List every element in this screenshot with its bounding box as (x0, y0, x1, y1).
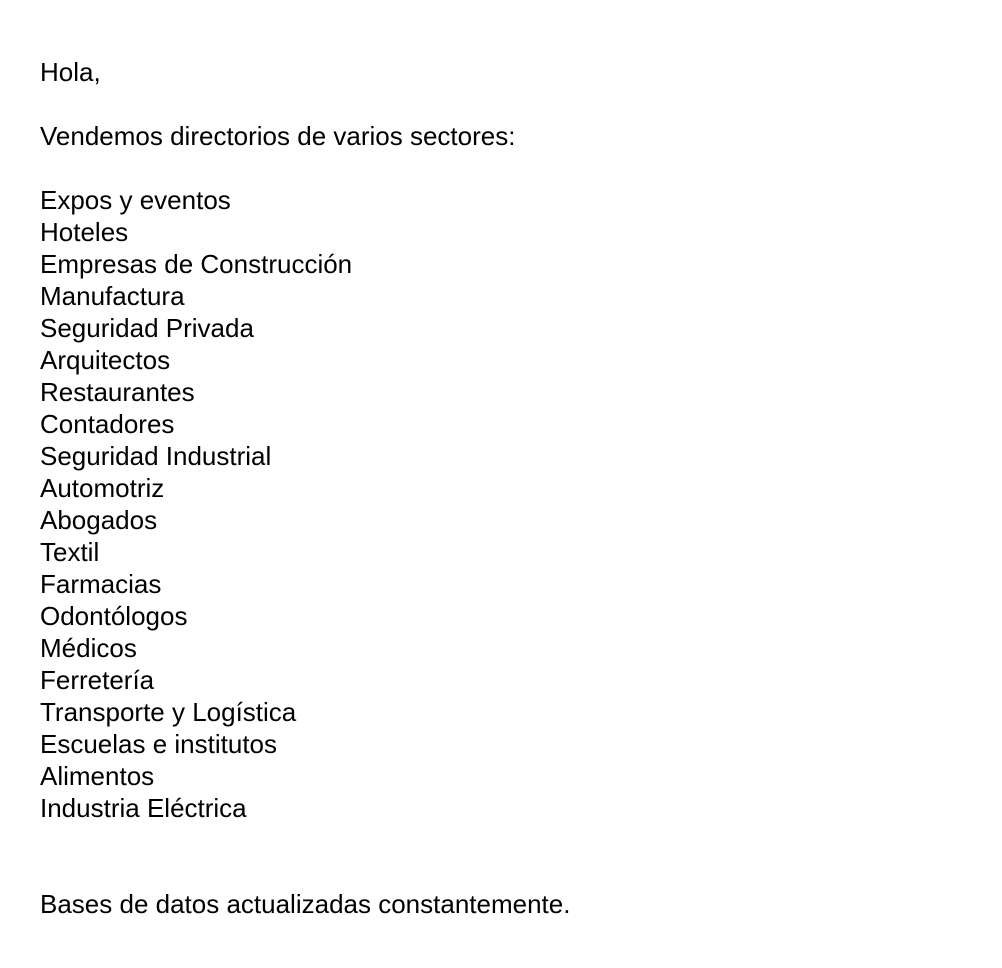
sector-item: Odontólogos (40, 601, 188, 631)
sector-item: Escuelas e institutos (40, 729, 278, 759)
sector-item: Industria Eléctrica (40, 793, 247, 823)
sector-item: Médicos (40, 633, 137, 663)
greeting-text: Hola, (40, 57, 101, 87)
email-body (40, 56, 960, 920)
sector-item: Contadores (40, 409, 175, 439)
sector-item: Textil (40, 537, 100, 567)
sector-item: Seguridad Industrial (40, 441, 272, 471)
sector-item: Farmacias (40, 569, 162, 599)
sector-item: Transporte y Logística (40, 697, 297, 727)
sector-item: Seguridad Privada (40, 313, 254, 343)
sector-item: Restaurantes (40, 377, 195, 407)
intro-text: Vendemos directorios de varios sectores: (40, 121, 516, 151)
sector-list (40, 184, 960, 824)
sector-item: Expos y eventos (40, 185, 231, 215)
sector-item: Automotriz (40, 473, 165, 503)
sector-item: Arquitectos (40, 345, 171, 375)
sector-item: Abogados (40, 505, 158, 535)
sector-item: Manufactura (40, 281, 185, 311)
sector-item: Alimentos (40, 761, 155, 791)
sector-item: Ferretería (40, 665, 155, 695)
sector-item: Hoteles (40, 217, 129, 247)
closing-text: Bases de datos actualizadas constantemente. (40, 889, 571, 919)
sector-item: Empresas de Construcción (40, 249, 353, 279)
